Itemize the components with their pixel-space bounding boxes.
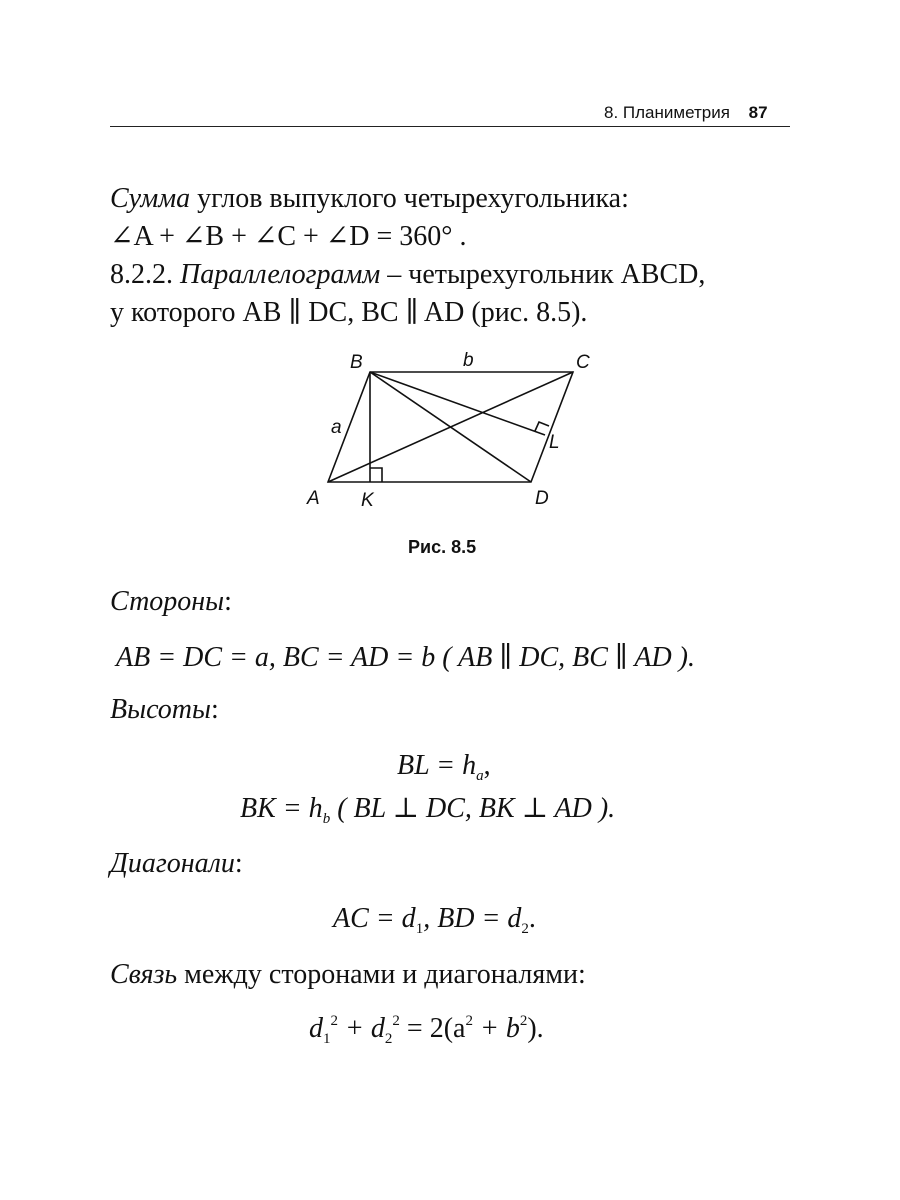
sides-equation-text: AB = DC = a, BC = AD = b ( AB ∥ DC, BC ∥ AD ). (116, 642, 695, 673)
sides-title: Стороны (110, 586, 225, 617)
bl-end: , (483, 750, 491, 781)
rel-d1: d (309, 1013, 323, 1044)
label-a-side: a (331, 417, 342, 438)
chapter-title: 8. Планиметрия (604, 103, 730, 122)
diagonal-bd (370, 372, 531, 482)
section-number: 8.2.2. (110, 259, 180, 290)
rel-end: ). (527, 1013, 544, 1044)
diag-2-sub: 2 (521, 921, 529, 937)
header-rule (110, 126, 790, 127)
rel-d1-sub: 1 (323, 1031, 331, 1047)
right-angle-k (370, 468, 382, 482)
height-bl (370, 372, 545, 435)
heights-heading (110, 693, 219, 727)
diag-end: . (528, 903, 536, 934)
label-l: L (549, 432, 560, 453)
diag-1-sub: 1 (415, 921, 424, 937)
rel-b-sup: 2 (519, 1013, 528, 1029)
bk-rest: ( BL ⊥ DC, BK ⊥ AD ). (330, 793, 616, 824)
sides-colon: : (224, 586, 232, 617)
bk-sub: b (322, 811, 331, 827)
height-bk-equation (240, 791, 615, 828)
relation-line (110, 958, 586, 992)
bl-sub: a (476, 768, 484, 784)
rel-d2-sub: 2 (384, 1031, 393, 1047)
relation-rest: между сторонами и диагоналями: (177, 959, 586, 990)
label-c: C (576, 352, 590, 373)
bk-lhs: BK = h (240, 793, 323, 824)
rel-plus-b: + b (472, 1013, 520, 1044)
parallel-condition-text: у которого AB ∥ DC, BC ∥ AD (рис. 8.5). (110, 297, 588, 328)
figure-caption: Рис. 8.5 (408, 537, 477, 557)
heights-title: Высоты (110, 694, 211, 725)
label-d: D (535, 488, 549, 509)
rel-d2-sup: 2 (392, 1013, 400, 1029)
rel-a-sup: 2 (465, 1013, 473, 1029)
bl-lhs: BL = h (397, 750, 477, 781)
parallelogram-figure (295, 340, 615, 520)
sum-rest: углов выпуклого четырехугольника: (190, 183, 629, 214)
diagonals-title: Диагонали (110, 848, 235, 879)
label-b: B (350, 352, 363, 373)
diag-1: AC = d (333, 903, 416, 934)
label-b-side: b (463, 350, 474, 371)
relation-term: Связь (110, 959, 178, 990)
sides-equation (116, 640, 695, 674)
sum-line (110, 182, 629, 216)
diagonals-heading (110, 847, 243, 881)
parallel-condition (110, 296, 587, 330)
sides-heading (110, 585, 232, 619)
sum-term: Сумма (110, 183, 191, 214)
height-bl-equation (397, 750, 491, 785)
parallelogram-rest: – четырехугольник ABCD, (380, 259, 706, 290)
diagonals-equation (333, 903, 536, 938)
running-header (604, 103, 768, 123)
diag-2: , BD = d (423, 903, 522, 934)
parallelogram-term: Параллелограмм (180, 259, 381, 290)
page-number: 87 (748, 103, 768, 122)
angle-equation (110, 220, 466, 254)
rel-d1-sup: 2 (330, 1013, 338, 1029)
angle-equation-text: ∠A + ∠B + ∠C + ∠D = 360° . (110, 221, 467, 252)
heights-colon: : (210, 694, 219, 725)
diagonals-colon: : (234, 848, 243, 879)
relation-equation (309, 1013, 544, 1048)
rel-plus-d2: + d (338, 1013, 385, 1044)
label-k: K (361, 490, 374, 511)
label-a: A (307, 488, 320, 509)
right-angle-l (535, 422, 549, 431)
parallelogram-definition (110, 258, 705, 292)
rel-eq: = 2(a (399, 1013, 466, 1044)
